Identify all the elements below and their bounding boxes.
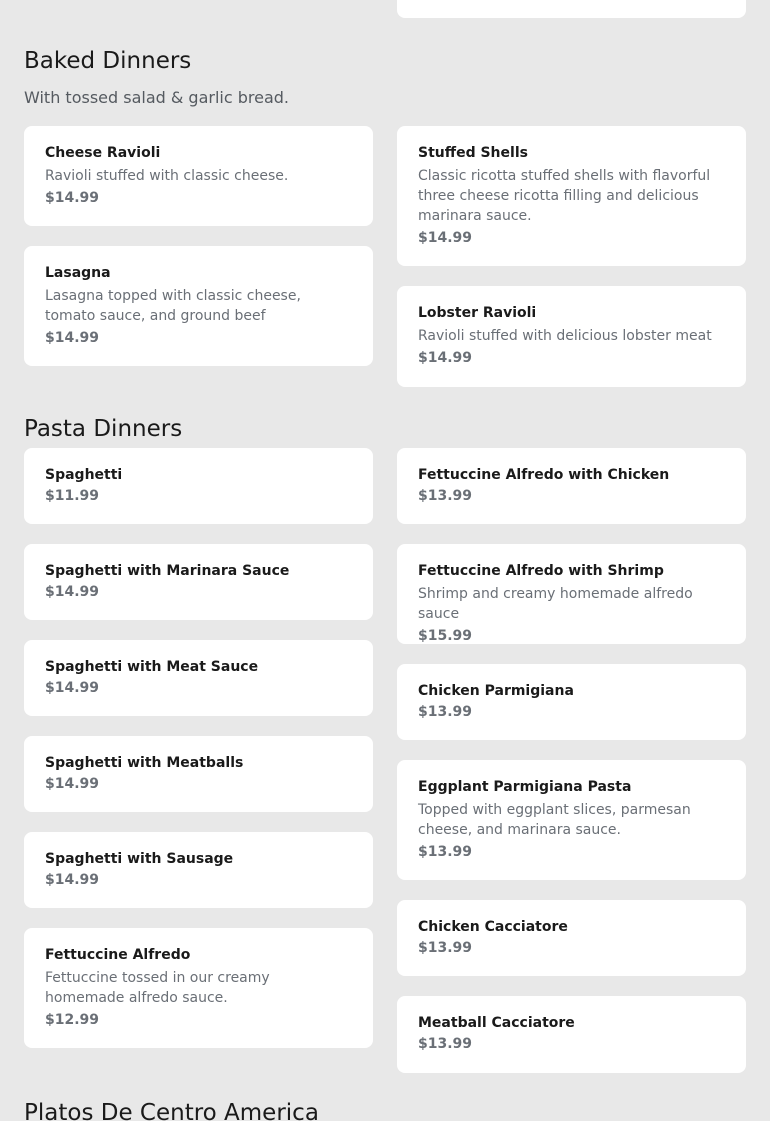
- item-name: Spaghetti with Marinara Sauce: [45, 563, 290, 579]
- item-price: $14.99: [45, 872, 100, 888]
- item-name: Spaghetti with Sausage: [45, 851, 234, 867]
- item-price: $14.99: [418, 230, 473, 246]
- menu-item-fettuccine-alfredo-chicken[interactable]: [397, 448, 746, 524]
- item-name: Spaghetti with Meat Sauce: [45, 659, 259, 675]
- item-price: $13.99: [418, 704, 473, 720]
- item-price: $14.99: [45, 680, 100, 696]
- section-title-pasta-dinners: Pasta Dinners: [24, 416, 183, 442]
- section-title-platos-centro-america: Platos De Centro America: [24, 1100, 319, 1121]
- menu-item-spaghetti-meat-sauce[interactable]: [24, 640, 373, 716]
- section-title-baked-dinners: Baked Dinners: [24, 48, 192, 74]
- menu-item-fettuccine-alfredo[interactable]: [24, 928, 373, 1048]
- menu-item-lobster-ravioli[interactable]: [397, 286, 746, 387]
- item-price: $13.99: [418, 940, 473, 956]
- section-subtitle-baked-dinners: With tossed salad & garlic bread.: [24, 88, 290, 107]
- item-price: $14.99: [418, 350, 473, 366]
- menu-item-spaghetti-marinara[interactable]: [24, 544, 373, 620]
- item-price: $14.99: [45, 330, 100, 346]
- item-name: Fettuccine Alfredo with Chicken: [418, 467, 670, 483]
- menu-item-spaghetti-sausage[interactable]: [24, 832, 373, 908]
- item-price: $15.99: [418, 628, 473, 644]
- item-price: $11.99: [45, 488, 100, 504]
- menu-item-card-partial[interactable]: [397, 0, 746, 18]
- item-name: Spaghetti: [45, 467, 123, 483]
- item-price: $14.99: [45, 776, 100, 792]
- item-name: Spaghetti with Meatballs: [45, 755, 244, 771]
- menu-item-spaghetti[interactable]: [24, 448, 373, 524]
- item-name: Fettuccine Alfredo: [45, 947, 191, 963]
- menu-item-meatball-cacciatore[interactable]: [397, 996, 746, 1073]
- item-name: Cheese Ravioli: [45, 145, 161, 161]
- menu-item-cheese-ravioli[interactable]: [24, 126, 373, 226]
- item-name: Chicken Cacciatore: [418, 919, 568, 935]
- item-name: Fettuccine Alfredo with Shrimp: [418, 563, 664, 579]
- item-name: Lasagna: [45, 265, 111, 281]
- item-price: $14.99: [45, 584, 100, 600]
- item-description: Ravioli stuffed with classic cheese.: [45, 168, 289, 184]
- menu-item-chicken-cacciatore[interactable]: [397, 900, 746, 976]
- item-description: Lasagna topped with classic cheese, tomato sauce, and ground beef: [45, 288, 301, 324]
- item-price: $14.99: [45, 190, 100, 206]
- item-price: $13.99: [418, 1036, 473, 1052]
- item-name: Eggplant Parmigiana Pasta: [418, 779, 632, 795]
- menu-item-stuffed-shells[interactable]: [397, 126, 746, 266]
- item-description: Classic ricotta stuffed shells with flavorful three cheese ricotta filling and delicious marinara sauce.: [418, 168, 711, 224]
- menu-item-chicken-parmigiana[interactable]: [397, 664, 746, 740]
- item-description: Shrimp and creamy homemade alfredo sauce: [418, 586, 693, 622]
- item-price: $12.99: [45, 1012, 100, 1028]
- item-name: Stuffed Shells: [418, 145, 528, 161]
- menu-item-fettuccine-alfredo-shrimp[interactable]: [397, 544, 746, 644]
- menu-item-eggplant-parmigiana[interactable]: [397, 760, 746, 880]
- item-description: Ravioli stuffed with delicious lobster meat: [418, 328, 712, 344]
- item-price: $13.99: [418, 844, 473, 860]
- item-name: Chicken Parmigiana: [418, 683, 574, 699]
- item-name: Meatball Cacciatore: [418, 1015, 575, 1031]
- menu-item-lasagna[interactable]: [24, 246, 373, 366]
- item-description: Fettuccine tossed in our creamy homemade alfredo sauce.: [45, 970, 270, 1006]
- item-price: $13.99: [418, 488, 473, 504]
- item-name: Lobster Ravioli: [418, 305, 537, 321]
- menu-item-spaghetti-meatballs[interactable]: [24, 736, 373, 812]
- item-description: Topped with eggplant slices, parmesan cheese, and marinara sauce.: [418, 802, 691, 838]
